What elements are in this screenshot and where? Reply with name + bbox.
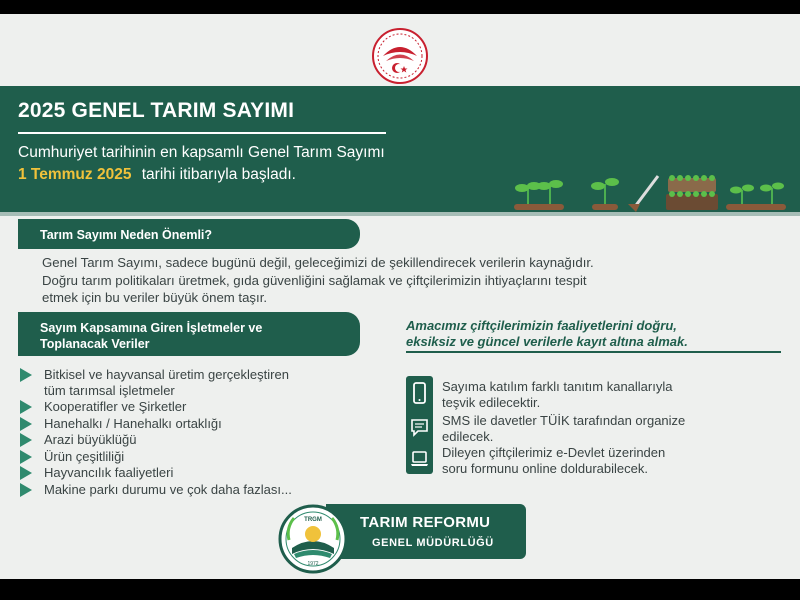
footer-org-name: TARIM REFORMU bbox=[360, 514, 491, 531]
start-date: 1 Temmuz 2025 bbox=[18, 166, 132, 183]
list-item bbox=[20, 449, 390, 465]
goal-underline bbox=[406, 351, 781, 353]
channel-item bbox=[442, 413, 787, 444]
list-item-text: Arazi büyüklüğü bbox=[44, 432, 137, 447]
list-item-text: Makine parkı durumu ve çok daha fazlası... bbox=[44, 481, 292, 497]
list-item-text: Hanehalkı / Hanehalkı ortaklığı bbox=[44, 415, 222, 431]
date-suffix: tarihi itibarıyla başladı. bbox=[141, 166, 296, 183]
channel-text: Dileyen çiftçilerimiz e-Devlet üzerinden bbox=[442, 445, 666, 460]
list-item-text: tüm tarımsal işletmeler bbox=[44, 382, 175, 398]
message-icon bbox=[410, 418, 429, 438]
scope-heading-line: Sayım Kapsamına Giren İşletmeler ve bbox=[40, 321, 263, 335]
triangle-bullet-icon bbox=[20, 466, 32, 480]
triangle-bullet-icon bbox=[20, 450, 32, 464]
seedlings-icon bbox=[510, 164, 792, 214]
phone-icon bbox=[410, 382, 429, 404]
page-title: 2025 GENEL TARIM SAYIMI bbox=[18, 99, 295, 122]
importance-paragraph bbox=[42, 254, 782, 307]
channel-text: soru formunu online doldurabilecek. bbox=[442, 460, 648, 476]
importance-heading: Tarım Sayımı Neden Önemli? bbox=[18, 219, 360, 249]
channel-item bbox=[442, 379, 787, 410]
channel-item bbox=[442, 445, 787, 476]
trgm-emblem-icon bbox=[274, 504, 352, 574]
triangle-bullet-icon bbox=[20, 483, 32, 497]
triangle-bullet-icon bbox=[20, 433, 32, 447]
channel-text: SMS ile davetler TÜİK tarafından organize bbox=[442, 413, 686, 428]
goal-line: eksiksiz ve güncel verilerle kayıt altına almak. bbox=[406, 334, 688, 349]
triangle-bullet-icon bbox=[20, 368, 32, 382]
list-item-text: Bitkisel ve hayvansal üretim gerçekleştiren bbox=[44, 367, 289, 382]
logo-text: TRGM bbox=[304, 517, 322, 523]
header-subtitle: Cumhuriyet tarihinin en kapsamlı Genel Tarım Sayımı bbox=[18, 144, 385, 161]
triangle-bullet-icon bbox=[20, 400, 32, 414]
list-item bbox=[20, 432, 390, 448]
importance-line: Doğru tarım politikaları üretmek, gıda güvenliğini sağlamak ve çiftçilerimizin ihtiyaçlarını tespit bbox=[42, 272, 587, 288]
scope-list bbox=[20, 367, 390, 498]
channel-text: Sayıma katılım farklı tanıtım kanallarıyla bbox=[442, 379, 673, 394]
list-item bbox=[20, 416, 390, 432]
logo-year: 1972 bbox=[307, 561, 319, 567]
footer-band bbox=[326, 504, 526, 559]
channel-text: edilecek. bbox=[442, 428, 494, 444]
triangle-bullet-icon bbox=[20, 417, 32, 431]
title-underline bbox=[18, 132, 386, 134]
list-item bbox=[20, 465, 390, 481]
list-item bbox=[20, 482, 390, 498]
list-item bbox=[20, 367, 390, 398]
channel-text: teşvik edilecektir. bbox=[442, 394, 541, 410]
list-item-text: Kooperatifler ve Şirketler bbox=[44, 399, 187, 414]
importance-line: etmek için bu veriler büyük önem taşır. bbox=[42, 290, 268, 305]
list-item-text: Ürün çeşitliliği bbox=[44, 448, 125, 464]
goal-statement bbox=[406, 318, 784, 350]
importance-line: Genel Tarım Sayımı, sadece bugünü değil, geleceğimizi de şekillendirecek verilerin kaynağıdır. bbox=[42, 255, 594, 270]
scope-heading-line: Toplanacak Veriler bbox=[40, 337, 150, 351]
laptop-icon bbox=[410, 450, 429, 468]
poster bbox=[0, 14, 800, 579]
ministry-emblem-icon bbox=[363, 26, 437, 86]
footer-org-subname: GENEL MÜDÜRLÜĞÜ bbox=[372, 537, 494, 549]
goal-line: Amacımız çiftçilerimizin faaliyetlerini doğru, bbox=[406, 318, 677, 333]
list-item bbox=[20, 399, 390, 415]
list-item-text: Hayvancılık faaliyetleri bbox=[44, 465, 174, 480]
header-date-line bbox=[18, 166, 296, 184]
scope-heading bbox=[18, 312, 360, 356]
